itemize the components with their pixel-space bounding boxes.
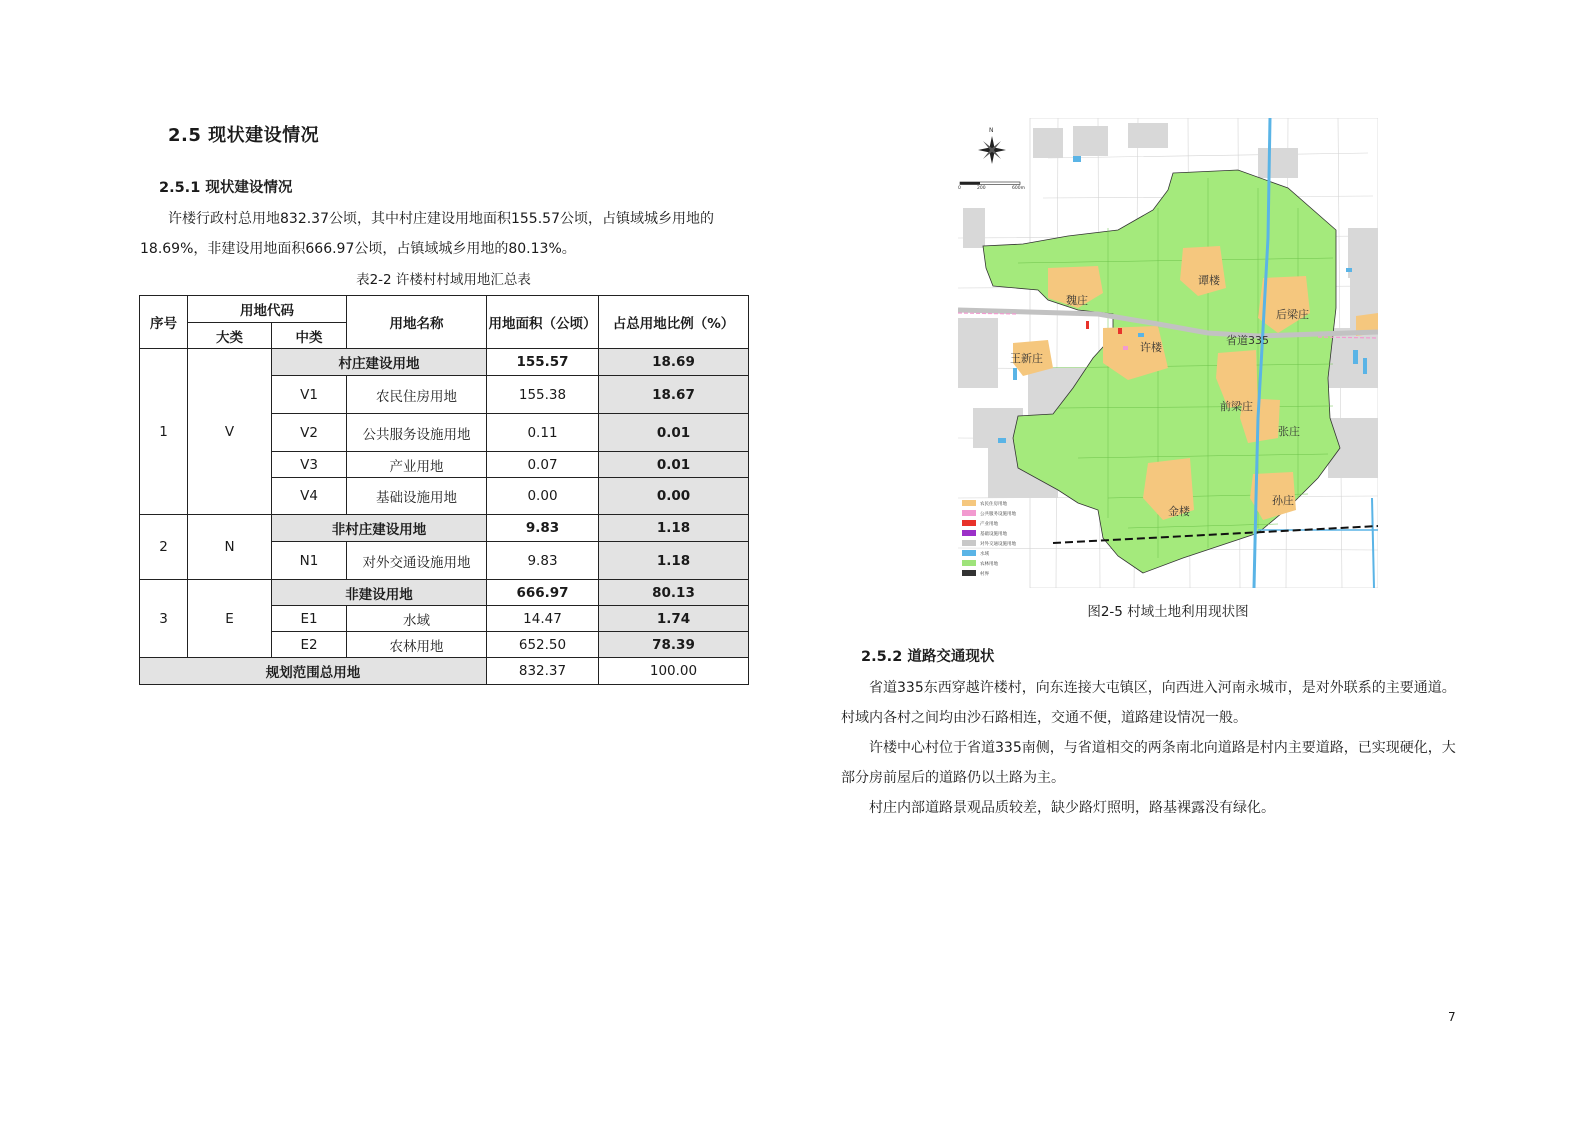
cell-code: V1 — [272, 376, 347, 414]
header-major: 大类 — [188, 323, 272, 349]
cell-summary-name: 村庄建设用地 — [272, 349, 487, 376]
cell-code: E2 — [272, 632, 347, 658]
legend-swatch — [962, 550, 976, 556]
legend-swatch — [962, 520, 976, 526]
figure-caption: 图2-5 村域土地利用现状图 — [1087, 604, 1249, 620]
cell-major: E — [188, 580, 272, 658]
cell-name: 对外交通设施用地 — [347, 542, 487, 580]
section-title: 2.5 现状建设情况 — [168, 125, 320, 146]
cell-total-area: 832.37 — [487, 658, 599, 685]
cell-summary-area: 666.97 — [487, 580, 599, 606]
paragraph: 村庄内部道路景观品质较差，缺少路灯照明，路基裸露没有绿化。 — [869, 800, 1275, 816]
table-row — [140, 580, 749, 606]
cell-ratio: 0.00 — [599, 478, 749, 515]
subsection-2-5-2-body — [841, 673, 1459, 823]
place-label: 谭楼 — [1198, 274, 1220, 287]
cell-area: 9.83 — [487, 542, 599, 580]
place-label: 省道335 — [1226, 334, 1269, 347]
north-label: N — [989, 127, 994, 134]
public-service-mark — [1123, 346, 1128, 350]
north-arrow-icon — [978, 136, 1006, 164]
cell-name: 基础设施用地 — [347, 478, 487, 515]
cell-summary-area: 155.57 — [487, 349, 599, 376]
header-name: 用地名称 — [347, 296, 487, 349]
place-label: 魏庄 — [1066, 294, 1088, 307]
cell-total-name: 规划范围总用地 — [140, 658, 487, 685]
cell-seq: 1 — [140, 349, 188, 515]
legend-swatch — [962, 560, 976, 566]
subsection-title-2-5-1: 2.5.1 现状建设情况 — [159, 180, 293, 196]
industry-mark — [1118, 328, 1122, 334]
land-use-map — [958, 118, 1378, 588]
cell-area: 0.11 — [487, 414, 599, 452]
place-label: 孙庄 — [1272, 494, 1294, 507]
legend-swatch — [962, 510, 976, 516]
cell-ratio: 78.39 — [599, 632, 749, 658]
page-number: 7 — [1448, 1010, 1456, 1024]
cell-major: V — [188, 349, 272, 515]
subsection-title-2-5-2: 2.5.2 道路交通现状 — [861, 649, 995, 665]
place-label: 许楼 — [1140, 341, 1162, 354]
header-area: 用地面积（公顷） — [487, 296, 599, 349]
cell-area: 0.00 — [487, 478, 599, 515]
cell-seq: 2 — [140, 515, 188, 580]
scale-label: 200 — [977, 186, 986, 191]
cell-ratio: 0.01 — [599, 414, 749, 452]
legend-label: 农林用地 — [980, 562, 998, 567]
cell-ratio: 1.74 — [599, 606, 749, 632]
table-caption: 表2-2 许楼村村域用地汇总表 — [356, 272, 531, 288]
cell-summary-ratio: 18.69 — [599, 349, 749, 376]
place-label: 金楼 — [1168, 505, 1190, 518]
scale-label: 0 — [958, 186, 961, 191]
cell-name: 农民住房用地 — [347, 376, 487, 414]
header-code: 用地代码 — [188, 296, 347, 323]
table-total-row — [140, 658, 749, 685]
legend-label: 对外交通设施用地 — [980, 542, 1016, 547]
place-label: 前梁庄 — [1220, 400, 1253, 413]
legend-label: 公共服务设施用地 — [980, 512, 1016, 517]
legend-label: 水域 — [980, 552, 989, 557]
paragraph: 许楼中心村位于省道335南侧，与省道相交的两条南北向道路是村内主要道路，已实现硬化，大部分房前屋后的道路仍以土路为主。 — [841, 740, 1456, 786]
table-row — [140, 515, 749, 542]
place-label: 王新庄 — [1010, 352, 1043, 365]
cell-ratio: 18.67 — [599, 376, 749, 414]
cell-code: V2 — [272, 414, 347, 452]
cell-name: 农林用地 — [347, 632, 487, 658]
scale-label: 600m — [1012, 186, 1025, 191]
cell-total-ratio: 100.00 — [599, 658, 749, 685]
cell-code: V4 — [272, 478, 347, 515]
legend-swatch — [962, 570, 976, 576]
cell-area: 14.47 — [487, 606, 599, 632]
industry-mark — [1086, 321, 1089, 329]
paragraph: 省道335东西穿越许楼村，向东连接大屯镇区，向西进入河南永城市，是对外联系的主要通道。村域内各村之间均由沙石路相连，交通不便，道路建设情况一般。 — [841, 680, 1456, 726]
cell-ratio: 1.18 — [599, 542, 749, 580]
header-minor: 中类 — [272, 323, 347, 349]
place-label: 后梁庄 — [1276, 308, 1309, 321]
legend-label: 村界 — [980, 572, 989, 577]
cell-name: 公共服务设施用地 — [347, 414, 487, 452]
cell-code: N1 — [272, 542, 347, 580]
cell-name: 产业用地 — [347, 452, 487, 478]
legend-label: 产业用地 — [980, 522, 998, 527]
cell-summary-name: 非建设用地 — [272, 580, 487, 606]
paragraph: 许楼行政村总用地832.37公顷，其中村庄建设用地面积155.57公顷，占镇域城乡用地的18.69%，非建设用地面积666.97公顷，占镇域城乡用地的80.13%。 — [140, 211, 714, 257]
cell-code: V3 — [272, 452, 347, 478]
cell-area: 155.38 — [487, 376, 599, 414]
cell-summary-ratio: 80.13 — [599, 580, 749, 606]
land-use-table — [139, 295, 749, 685]
scale-bar — [958, 182, 1025, 191]
cell-ratio: 0.01 — [599, 452, 749, 478]
legend-swatch — [962, 540, 976, 546]
cell-code: E1 — [272, 606, 347, 632]
table-row — [140, 349, 749, 376]
legend-swatch — [962, 500, 976, 506]
subsection-2-5-1-body — [140, 204, 760, 264]
cell-area: 652.50 — [487, 632, 599, 658]
legend-swatch — [962, 530, 976, 536]
header-seq: 序号 — [140, 296, 188, 349]
cell-summary-ratio: 1.18 — [599, 515, 749, 542]
place-label: 张庄 — [1278, 425, 1300, 438]
legend-label: 农民住房用地 — [980, 502, 1007, 507]
cell-area: 0.07 — [487, 452, 599, 478]
map-legend — [962, 500, 1016, 577]
cell-summary-area: 9.83 — [487, 515, 599, 542]
cell-name: 水域 — [347, 606, 487, 632]
legend-label: 基础设施用地 — [980, 532, 1007, 537]
header-ratio: 占总用地比例（%） — [599, 296, 749, 349]
cell-seq: 3 — [140, 580, 188, 658]
cell-major: N — [188, 515, 272, 580]
cell-summary-name: 非村庄建设用地 — [272, 515, 487, 542]
